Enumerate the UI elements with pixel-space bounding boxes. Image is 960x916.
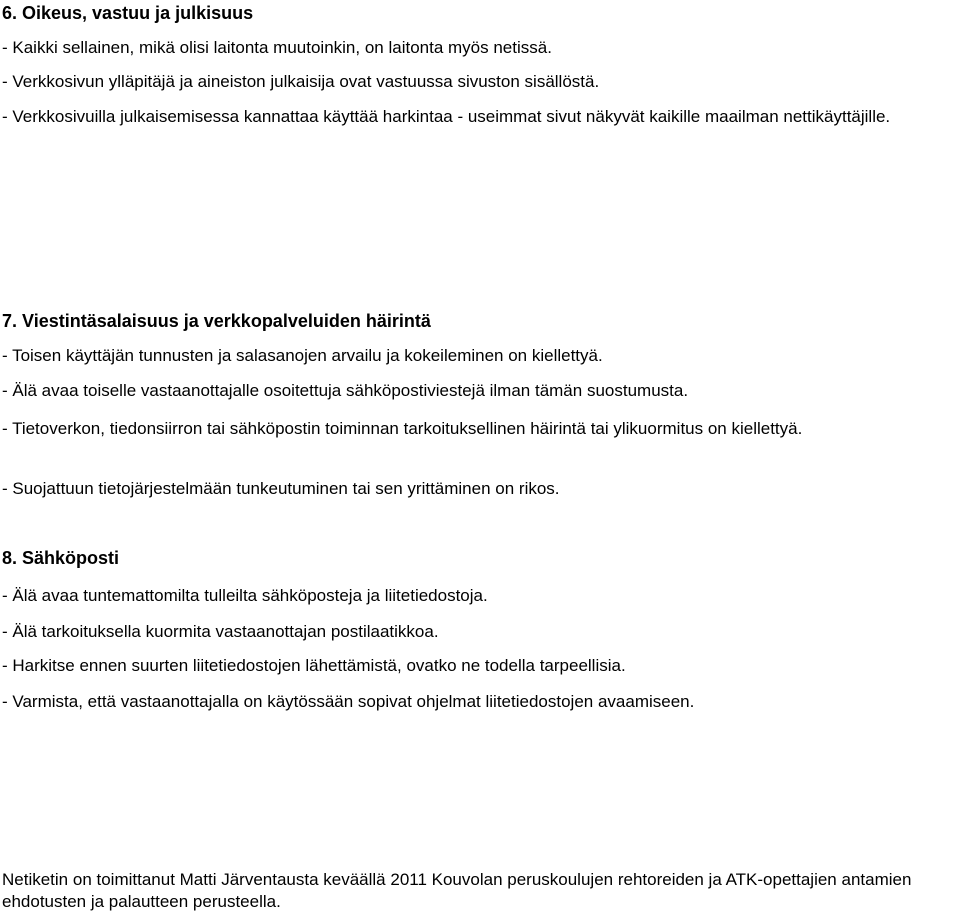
section-8-item-4: - Varmista, että vastaanottajalla on käytössään sopivat ohjelmat liitetiedostojen avaamiseen. (2, 692, 695, 711)
section-8-item-3: - Harkitse ennen suurten liitetiedostojen lähettämistä, ovatko ne todella tarpeellisia. (2, 656, 626, 675)
section-7-item-2: - Älä avaa toiselle vastaanottajalle osoitettuja sähköpostiviestejä ilman tämän suostumusta. (2, 381, 689, 400)
section-6-item-1: - Kaikki sellainen, mikä olisi laitonta muutoinkin, on laitonta myös netissä. (2, 38, 552, 57)
section-8-item-1: - Älä avaa tuntemattomilta tulleilta sähköposteja ja liitetiedostoja. (2, 586, 488, 605)
section-7-item-4: - Suojattuun tietojärjestelmään tunkeutuminen tai sen yrittäminen on rikos. (2, 479, 560, 498)
footer-credit: Netiketin on toimittanut Matti Järventausta keväällä 2011 Kouvolan peruskoulujen rehtoreiden ja ATK-opettajien antamien ehdotusten ja palautteen perusteella. (2, 870, 912, 911)
section-6-item-3: - Verkkosivuilla julkaisemisessa kannattaa käyttää harkintaa - useimmat sivut näkyvät kaikille maailman nettikäyttäjille. (2, 107, 891, 126)
section-8-heading: 8. Sähköposti (2, 548, 120, 568)
section-6-item-2: - Verkkosivun ylläpitäjä ja aineiston julkaisija ovat vastuussa sivuston sisällöstä. (2, 72, 600, 91)
section-7-heading: 7. Viestintäsalaisuus ja verkkopalveluiden häirintä (2, 311, 431, 331)
section-7-item-3: - Tietoverkon, tiedonsiirron tai sähköpostin toiminnan tarkoituksellinen häirintä tai ylikuormitus on kiellettyä. (2, 419, 803, 438)
section-6-heading: 6. Oikeus, vastuu ja julkisuus (2, 3, 254, 23)
section-7-item-1: - Toisen käyttäjän tunnusten ja salasanojen arvailu ja kokeileminen on kiellettyä. (2, 346, 603, 365)
section-8-item-2: - Älä tarkoituksella kuormita vastaanottajan postilaatikkoa. (2, 622, 439, 641)
